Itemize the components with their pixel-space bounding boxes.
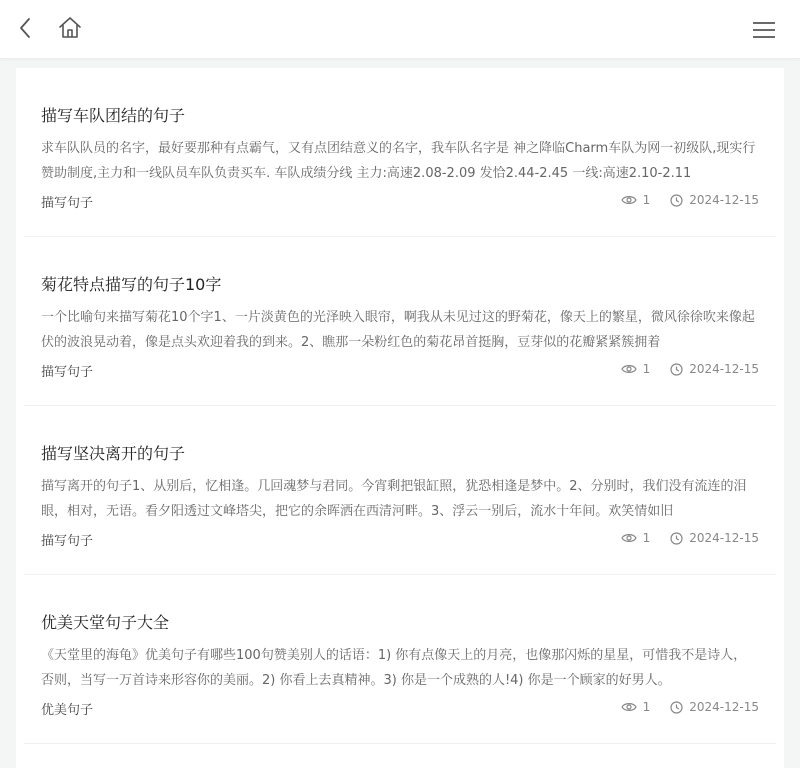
view-count: 1: [642, 700, 651, 714]
article-category[interactable]: 描写句子: [41, 534, 94, 549]
article-excerpt: 《天堂里的海龟》优美句子有哪些100句赞美别人的话语：1) 你有点像天上的月亮，也像那闪烁的星星，可惜我不是诗人，否则，当写一万首诗来形容你的美丽。2) 你看上去真精神。3) 你是一个成熟的人!4) 你是一个顾家的好男人。: [41, 648, 747, 688]
top-navigation-bar: [0, 0, 800, 59]
article-item[interactable]: [24, 575, 776, 744]
article-excerpt: 求车队队员的名字，最好要那种有点霸气，又有点团结意义的名字，我车队名字是 神之降临Charm车队为网一初级队,现实行赞助制度,主力和一线队员车队负责买车. 车队成绩分线 主力:高速2.08-2.09 发恰2.44-2.45 一线:高速2.10-2.11: [41, 141, 756, 181]
article-meta: [621, 193, 759, 207]
publish-date: 2024-12-15: [689, 362, 759, 376]
publish-date: 2024-12-15: [689, 531, 759, 545]
article-title[interactable]: 菊花特点描写的句子10字: [41, 275, 222, 294]
article-meta: [621, 700, 759, 714]
view-count: 1: [642, 531, 651, 545]
article-meta: [621, 531, 759, 545]
article-list: [16, 68, 784, 768]
clock-icon: [670, 194, 683, 207]
article-category[interactable]: 优美句子: [41, 703, 94, 718]
article-item[interactable]: [24, 68, 776, 237]
article-title[interactable]: 描写坚决离开的句子: [41, 444, 186, 463]
view-count: 1: [642, 362, 651, 376]
article-item[interactable]: [24, 237, 776, 406]
article-item[interactable]: [24, 406, 776, 575]
home-icon[interactable]: [57, 15, 83, 41]
view-count: 1: [642, 193, 651, 207]
article-category[interactable]: 描写句子: [41, 365, 94, 380]
clock-icon: [670, 363, 683, 376]
article-title[interactable]: 优美天堂句子大全: [41, 613, 170, 632]
hamburger-menu-icon[interactable]: [752, 19, 776, 41]
article-category[interactable]: 描写句子: [41, 196, 94, 211]
publish-date: 2024-12-15: [689, 700, 759, 714]
eye-icon: [621, 701, 637, 713]
publish-date: 2024-12-15: [689, 193, 759, 207]
article-excerpt: 描写离开的句子1、从别后，忆相逢。几回魂梦与君同。今宵剩把银缸照，犹恐相逢是梦中。2、分别时，我们没有流连的泪眼，相对，无语。看夕阳透过文峰塔尖，把它的余晖洒在西清河畔。3、浮云一别后，流水十年间。欢笑情如旧: [41, 479, 747, 519]
clock-icon: [670, 701, 683, 714]
article-excerpt: 一个比喻句来描写菊花10个字1、一片淡黄色的光泽映入眼帘，啊我从未见过这的野菊花，像天上的繁星，微风徐徐吹来像起伏的波浪晃动着，像是点头欢迎着我的到来。2、瞧那一朵粉红色的菊花昂首挺胸，豆芽似的花瓣紧紧簇拥着: [41, 310, 755, 350]
chevron-left-icon[interactable]: [14, 16, 38, 40]
article-meta: [621, 362, 759, 376]
article-title[interactable]: 描写车队团结的句子: [41, 106, 186, 125]
clock-icon: [670, 532, 683, 545]
eye-icon: [621, 363, 637, 375]
eye-icon: [621, 532, 637, 544]
eye-icon: [621, 194, 637, 206]
